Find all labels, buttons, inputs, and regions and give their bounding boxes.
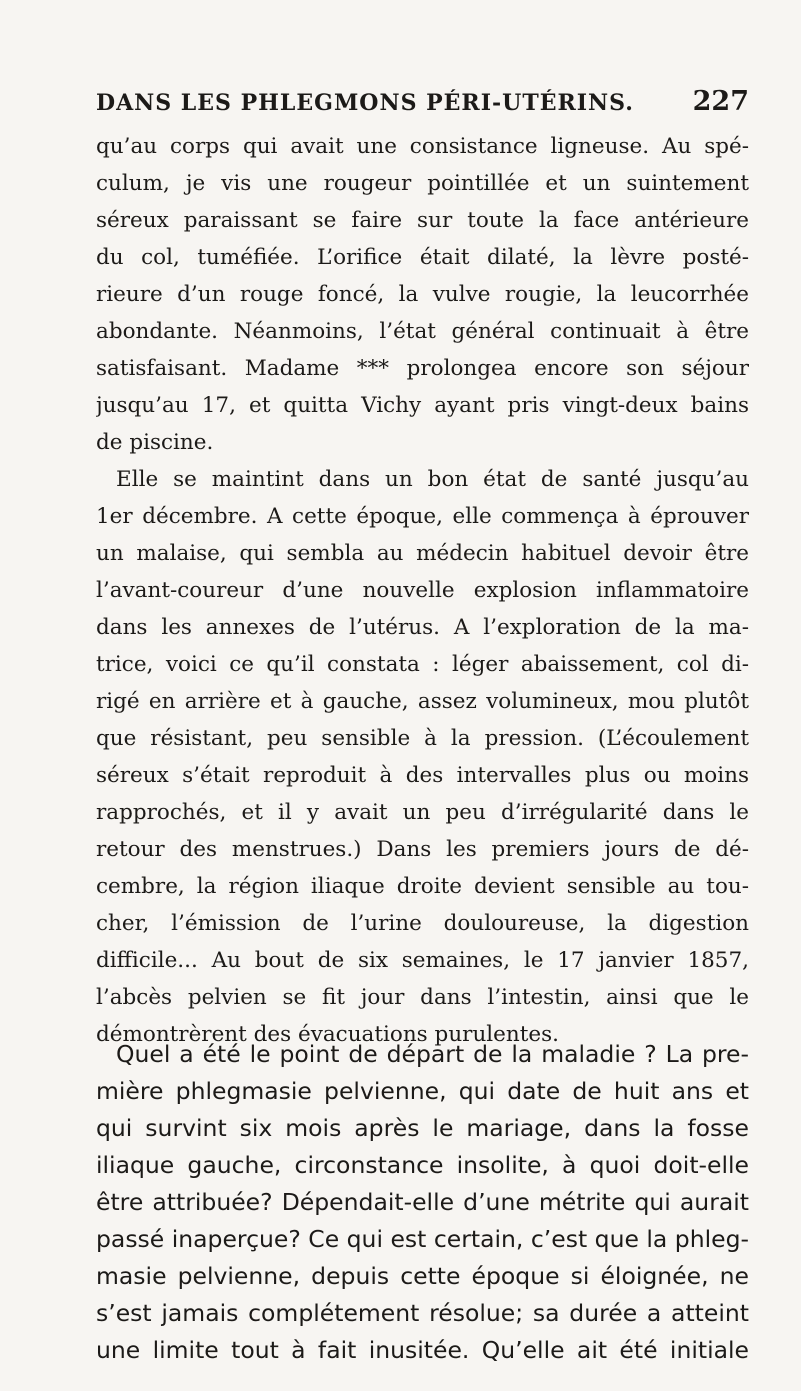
text-line: rapprochés, et il y avait un peu d’irrégularité dans le [96,800,749,825]
text-line: culum, je vis une rougeur pointillée et un suintement [96,171,749,196]
text-line: de piscine. [96,430,214,455]
text-line: 1er décembre. A cette époque, elle commença à éprouver [96,504,749,529]
text-line: difficile... Au bout de six semaines, le 17 janvier 1857, [96,948,749,973]
text-line: rieure d’un rouge foncé, la vulve rougie, la leucorrhée [96,282,749,307]
text-line: retour des menstrues.) Dans les premiers jours de dé- [96,837,749,862]
text-line: du col, tuméfiée. L’orifice était dilaté, la lèvre posté- [96,245,749,270]
text-line: une limite tout à fait inusitée. Qu’elle ait été initiale [96,1336,749,1364]
text-line: satisfaisant. Madame *** prolongea encore son séjour [96,356,749,381]
text-line: abondante. Néanmoins, l’état général continuait à être [96,319,749,344]
text-line: cher, l’émission de l’urine douloureuse, la digestion [96,911,749,936]
text-line: Elle se maintint dans un bon état de santé jusqu’au [116,467,749,492]
text-line: rigé en arrière et à gauche, assez volumineux, mou plutôt [96,689,749,714]
text-line: jusqu’au 17, et quitta Vichy ayant pris vingt-deux bains [96,393,749,418]
text-line: qu’au corps qui avait une consistance ligneuse. Au spé- [96,134,749,159]
text-line: Quel a été le point de départ de la maladie ? La pre- [116,1040,749,1068]
text-line: l’abcès pelvien se fit jour dans l’intestin, ainsi que le [96,985,749,1010]
page-header [96,86,749,126]
text-line: un malaise, qui sembla au médecin habituel devoir être [96,541,749,566]
body-text-serif [96,128,749,1053]
text-line: passé inaperçue? Ce qui est certain, c’est que la phleg- [96,1225,749,1253]
text-line: que résistant, peu sensible à la pression. (L’écoulement [96,726,749,751]
text-line: mière phlegmasie pelvienne, qui date de huit ans et [96,1077,749,1105]
page-number: 227 [692,86,749,117]
text-line: trice, voici ce qu’il constata : léger abaissement, col di- [96,652,749,677]
text-line: être attribuée? Dépendait-elle d’une métrite qui aurait [96,1188,749,1216]
text-line: dans les annexes de l’utérus. A l’exploration de la ma- [96,615,749,640]
text-line: séreux paraissant se faire sur toute la face antérieure [96,208,749,233]
text-line: masie pelvienne, depuis cette époque si éloignée, ne [96,1262,749,1290]
text-line: cembre, la région iliaque droite devient sensible au tou- [96,874,749,899]
running-title: DANS LES PHLEGMONS PÉRI-UTÉRINS. [96,90,634,116]
text-line: iliaque gauche, circonstance insolite, à quoi doit-elle [96,1151,749,1179]
text-line: démontrèrent des évacuations purulentes. [96,1022,559,1047]
text-line: s’est jamais complétement résolue; sa durée a atteint [96,1299,749,1327]
body-text-sans [96,1036,749,1369]
text-line: qui survint six mois après le mariage, dans la fosse [96,1114,749,1142]
text-line: séreux s’était reproduit à des intervalles plus ou moins [96,763,749,788]
text-line: l’avant-coureur d’une nouvelle explosion inflammatoire [96,578,749,603]
